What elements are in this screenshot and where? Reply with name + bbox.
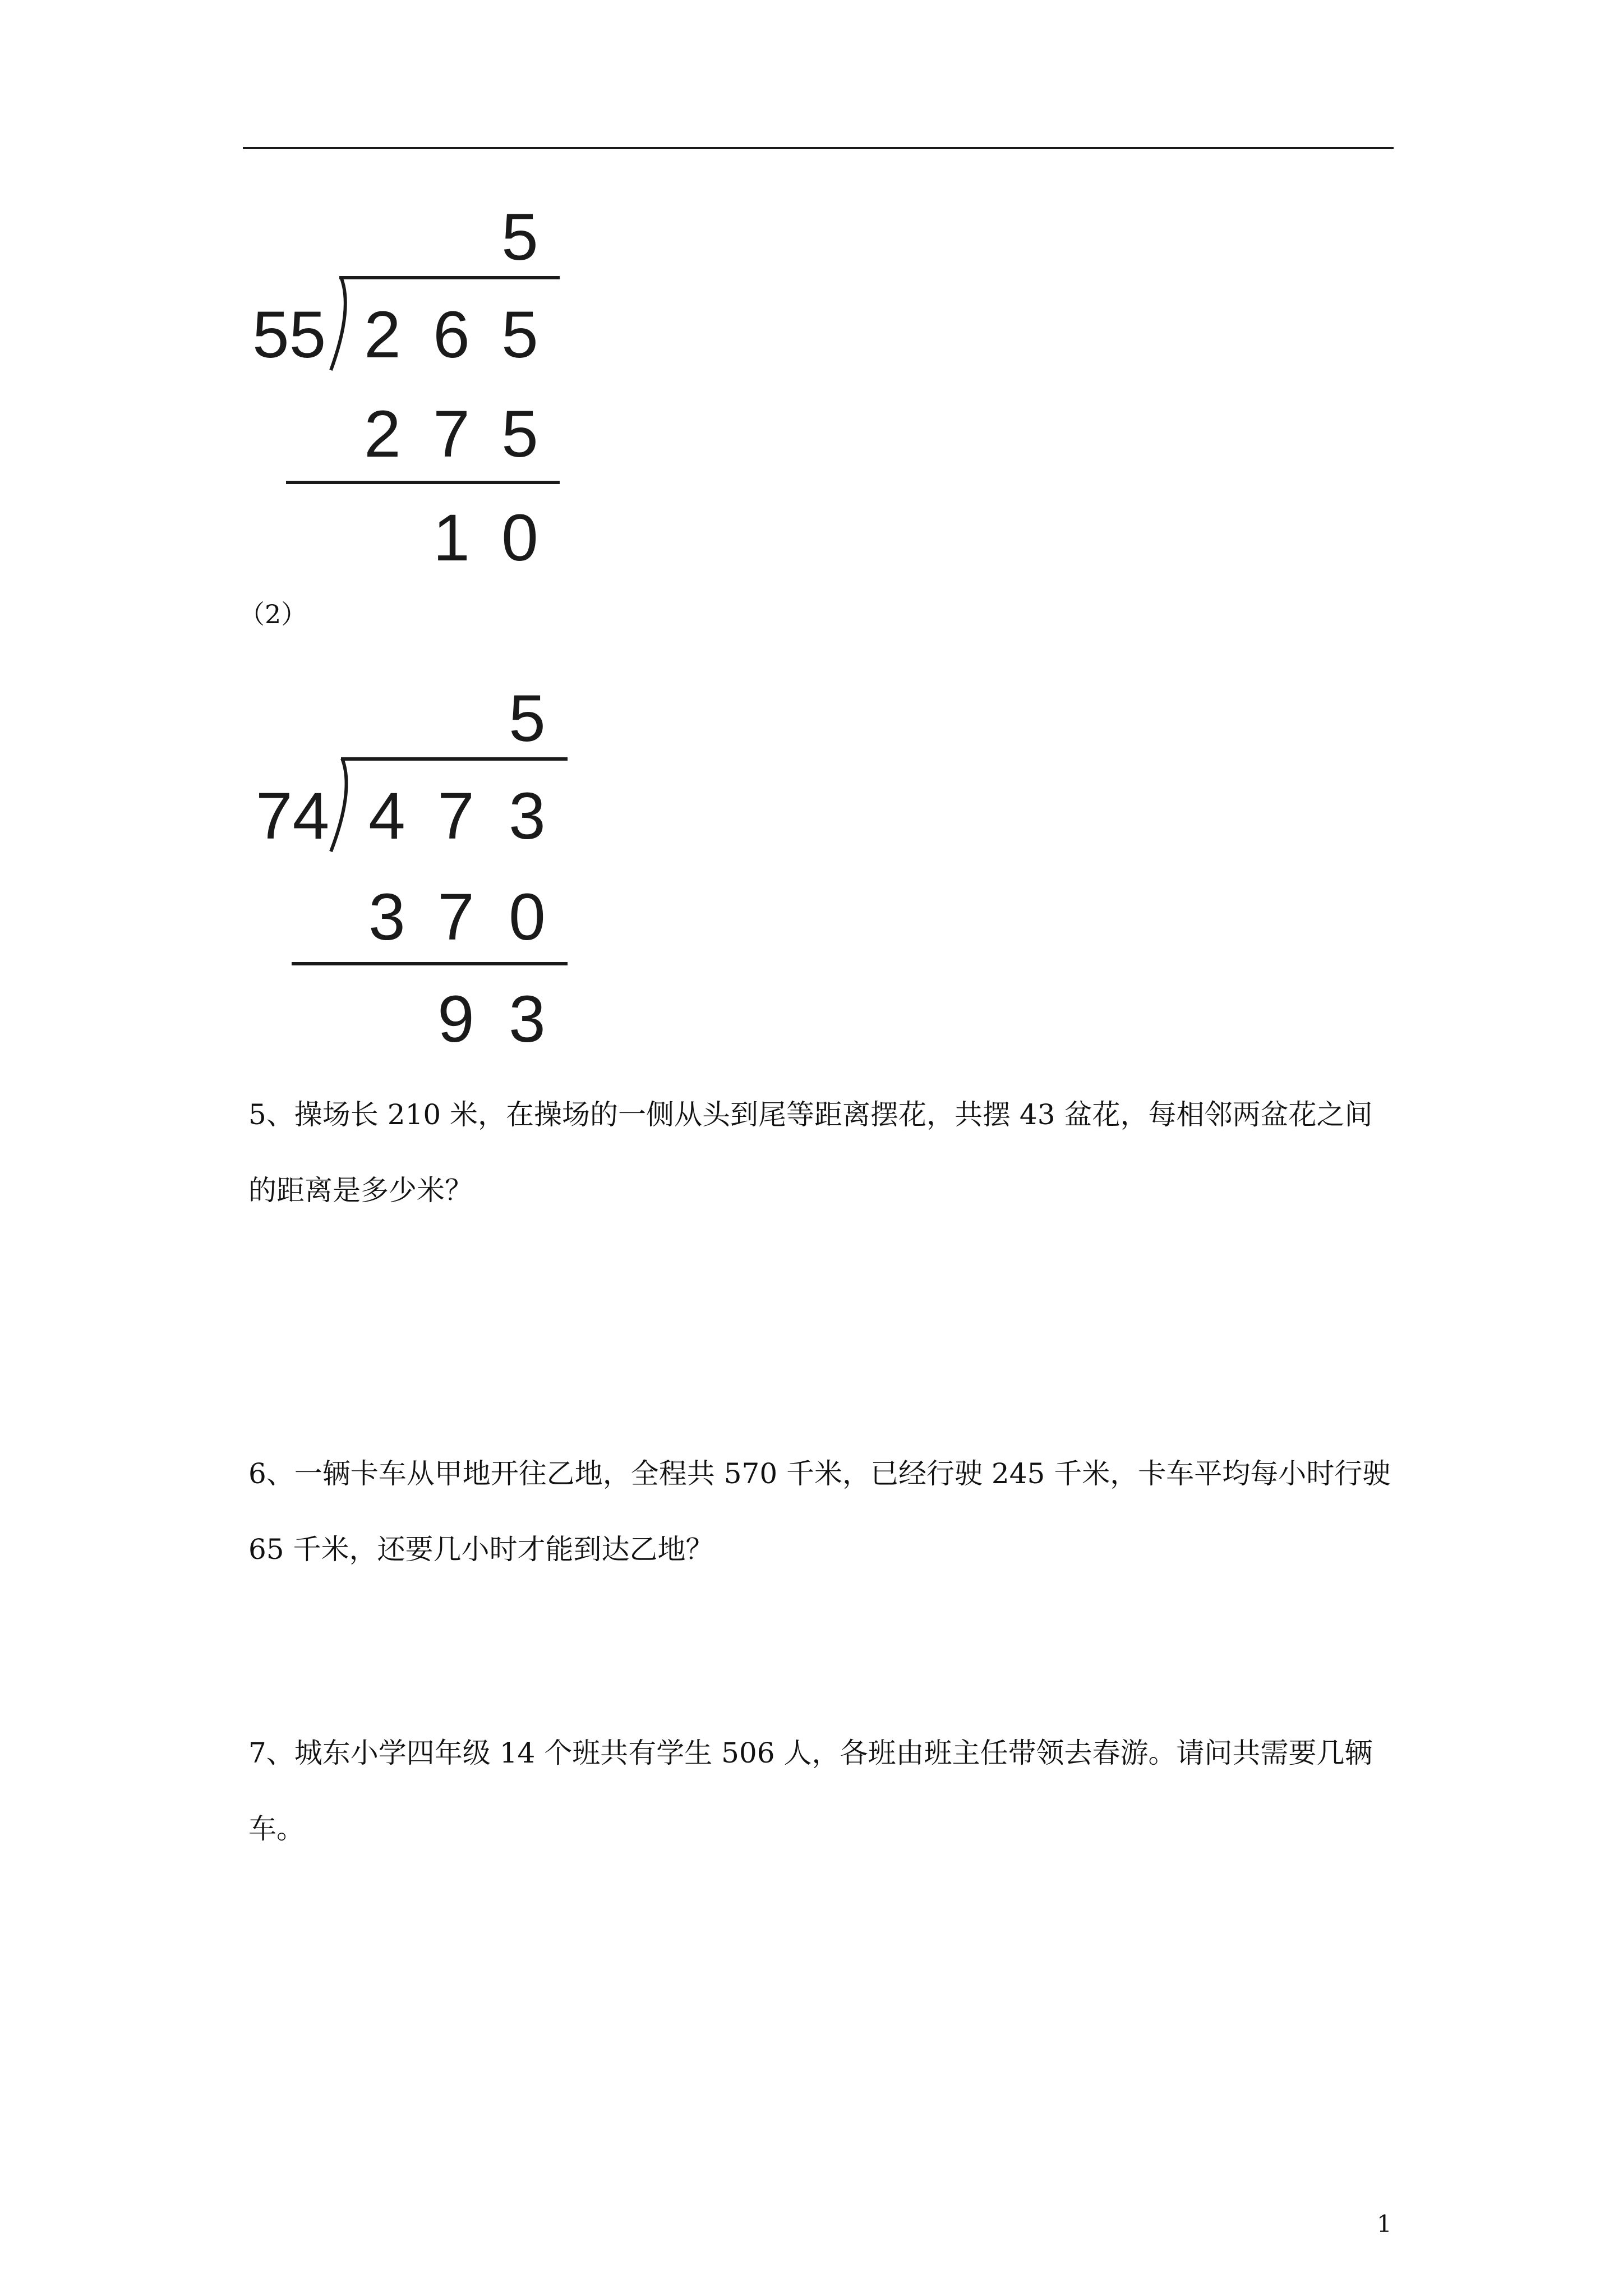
dividend-digit: 3: [509, 779, 546, 853]
divisor: 74: [256, 779, 330, 853]
product-digit: 7: [433, 397, 470, 471]
page-number: 1: [1377, 2210, 1392, 2238]
subtraction-line: [286, 481, 560, 484]
long-division-1: [247, 200, 561, 575]
dividend-digit: 2: [364, 298, 401, 372]
remainder-digit: 0: [501, 501, 538, 575]
product-digit: 2: [364, 397, 401, 471]
dividend-digit: 7: [437, 779, 474, 853]
remainder-digit: 3: [509, 982, 546, 1056]
part-label: （2）: [239, 599, 307, 629]
product-digit: 5: [501, 397, 538, 471]
dividend-digit: 5: [501, 298, 538, 372]
remainder-digit: 1: [433, 501, 470, 575]
subtraction-line: [292, 962, 568, 965]
remainder-digit: 9: [437, 982, 474, 1056]
question-7: 7、城东小学四年级 14 个班共有学生 506 人，各班由班主任带领去春游。请问共需要几辆车。: [248, 1737, 1373, 1845]
question-5: 5、操场长 210 米，在操场的一侧从头到尾等距离摆花，共摆 43 盆花，每相邻两盆花之间的距离是多少米？: [248, 1098, 1373, 1207]
quotient-digit: 5: [501, 200, 538, 274]
divisor: 55: [252, 298, 326, 372]
header-rule: [243, 147, 1394, 149]
dividend-digit: 6: [433, 298, 470, 372]
product-digit: 3: [368, 880, 405, 954]
dividend-digit: 4: [368, 779, 405, 853]
quotient-digit: 5: [509, 682, 546, 756]
product-digit: 0: [509, 880, 546, 954]
long-division-2: [252, 682, 566, 1056]
question-6: 6、一辆卡车从甲地开往乙地，全程共 570 千米，已经行驶 245 千米，卡车平均每小时行驶 65 千米，还要几小时才能到达乙地？: [248, 1457, 1391, 1566]
product-digit: 7: [437, 880, 474, 954]
